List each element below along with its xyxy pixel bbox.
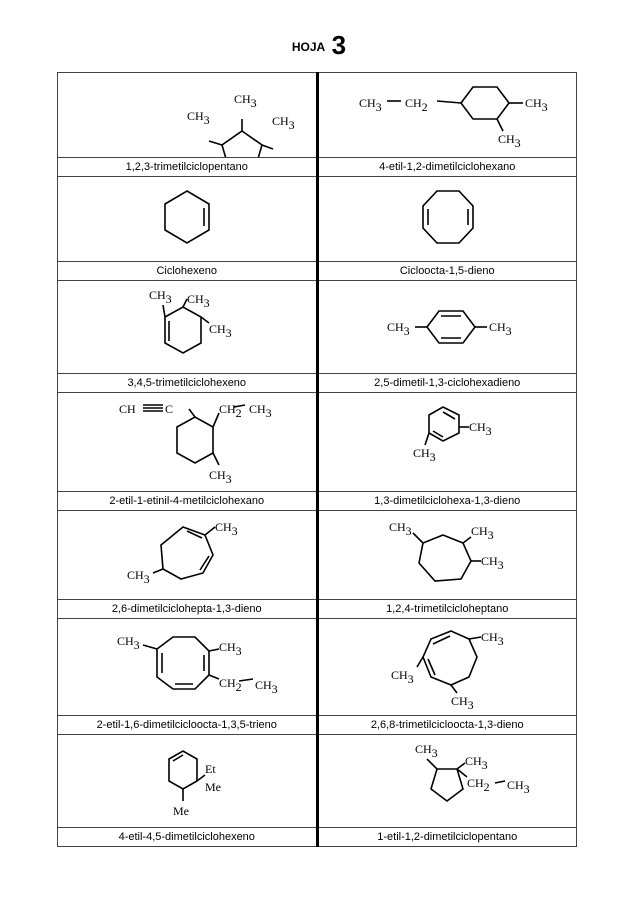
compound-name: 1-etil-1,2-dimetilciclopentano	[317, 828, 577, 847]
svg-text:CH3: CH3	[389, 520, 412, 538]
structure-cell	[58, 177, 318, 262]
svg-text:CH3: CH3	[214, 520, 238, 538]
svg-text:CH3: CH3	[254, 678, 278, 696]
structure-cell	[58, 393, 318, 492]
structure-trimethylcyclopentane	[59, 73, 315, 157]
svg-text:CH3: CH3	[465, 754, 488, 772]
svg-text:Me: Me	[172, 804, 189, 818]
structure-dimethylcyclohexadiene-13	[319, 393, 575, 491]
svg-text:CH3: CH3	[186, 292, 210, 310]
svg-text:C: C	[164, 402, 173, 416]
svg-text:CH3: CH3	[208, 468, 232, 486]
svg-text:CH3: CH3	[186, 109, 210, 127]
svg-text:CH3: CH3	[387, 320, 410, 338]
svg-text:CH3: CH3	[481, 630, 504, 648]
compound-name: 4-etil-4,5-dimetilciclohexeno	[58, 828, 318, 847]
svg-text:CH3: CH3	[489, 320, 512, 338]
structure-trimethylcyclohexene	[59, 281, 315, 373]
svg-text:CH3: CH3	[415, 742, 438, 760]
structure-cell	[317, 735, 577, 828]
compound-name: 2-etil-1,6-dimetilcicloocta-1,3,5-trieno	[58, 716, 318, 735]
structure-cyclooctadiene	[319, 177, 575, 261]
svg-text:CH2: CH2	[218, 676, 242, 694]
svg-text:CH2: CH2	[405, 96, 428, 114]
page-title	[0, 30, 638, 61]
compound-name: 4-etil-1,2-dimetilciclohexano	[317, 158, 577, 177]
svg-text:CH: CH	[118, 402, 136, 416]
svg-text:CH3: CH3	[271, 114, 295, 132]
svg-text:CH3: CH3	[498, 132, 521, 150]
compound-name: 2,6,8-trimetilcicloocta-1,3-dieno	[317, 716, 577, 735]
svg-text:CH3: CH3	[208, 322, 232, 340]
svg-text:Me: Me	[204, 780, 221, 794]
structure-ethyldimethylcyclopentane	[319, 735, 575, 827]
structure-cell	[58, 619, 318, 716]
compound-name: 1,3-dimetilciclohexa-1,3-dieno	[317, 492, 577, 511]
compound-name: 3,4,5-trimetilciclohexeno	[58, 374, 318, 393]
structure-cell	[317, 511, 577, 600]
svg-text:CH3: CH3	[469, 420, 492, 438]
structure-ethyldimethylcyclohexene	[59, 735, 315, 827]
structure-cell	[317, 619, 577, 716]
compound-name: 2,5-dimetil-1,3-ciclohexadieno	[317, 374, 577, 393]
compound-name: Cicloocta-1,5-dieno	[317, 262, 577, 281]
compound-name: Ciclohexeno	[58, 262, 318, 281]
compound-name: 1,2,4-trimetilcicloheptano	[317, 600, 577, 619]
svg-text:CH3: CH3	[126, 568, 150, 586]
compound-name: 2-etil-1-etinil-4-metilciclohexano	[58, 492, 318, 511]
structure-cyclohexene	[59, 177, 315, 261]
structure-dimethylcyclohexadiene	[319, 281, 575, 373]
structure-cell	[317, 73, 577, 158]
title-word: HOJA	[291, 40, 326, 54]
svg-text:CH2: CH2	[467, 776, 490, 794]
svg-text:CH3: CH3	[471, 524, 494, 542]
structure-cell	[58, 281, 318, 374]
svg-text:Et: Et	[204, 762, 216, 776]
structure-cell	[58, 735, 318, 828]
structure-ethylethynylmethylcyclohexane	[59, 393, 315, 491]
structure-trimethylcycloheptane	[319, 511, 575, 599]
structure-cell	[58, 73, 318, 158]
svg-text:CH3: CH3	[507, 778, 530, 796]
svg-text:CH3: CH3	[413, 446, 436, 464]
svg-text:CH3: CH3	[525, 96, 548, 114]
structure-ethyldimethylcyclooctatriene	[59, 619, 315, 715]
structure-trimethylcyclooctadiene	[319, 619, 575, 715]
structure-cell	[58, 511, 318, 600]
compound-name: 2,6-dimetilciclohepta-1,3-dieno	[58, 600, 318, 619]
structure-cell	[317, 281, 577, 374]
svg-text:CH2: CH2	[218, 402, 242, 420]
svg-text:CH3: CH3	[218, 640, 242, 658]
structure-dimethylcycloheptadiene	[59, 511, 315, 599]
structure-cell	[317, 393, 577, 492]
svg-text:CH3: CH3	[116, 634, 140, 652]
svg-text:CH3: CH3	[391, 668, 414, 686]
svg-text:CH3: CH3	[233, 92, 257, 110]
svg-text:CH3: CH3	[451, 694, 474, 712]
structure-cell	[317, 177, 577, 262]
svg-text:CH3: CH3	[248, 402, 272, 420]
compound-table	[57, 72, 577, 847]
title-number: 3	[331, 30, 347, 60]
svg-text:CH3: CH3	[481, 554, 504, 572]
svg-text:CH3: CH3	[359, 96, 382, 114]
svg-text:CH3: CH3	[148, 288, 172, 306]
structure-ethyldimethylcyclohexane	[319, 73, 575, 157]
compound-name: 1,2,3-trimetilciclopentano	[58, 158, 318, 177]
